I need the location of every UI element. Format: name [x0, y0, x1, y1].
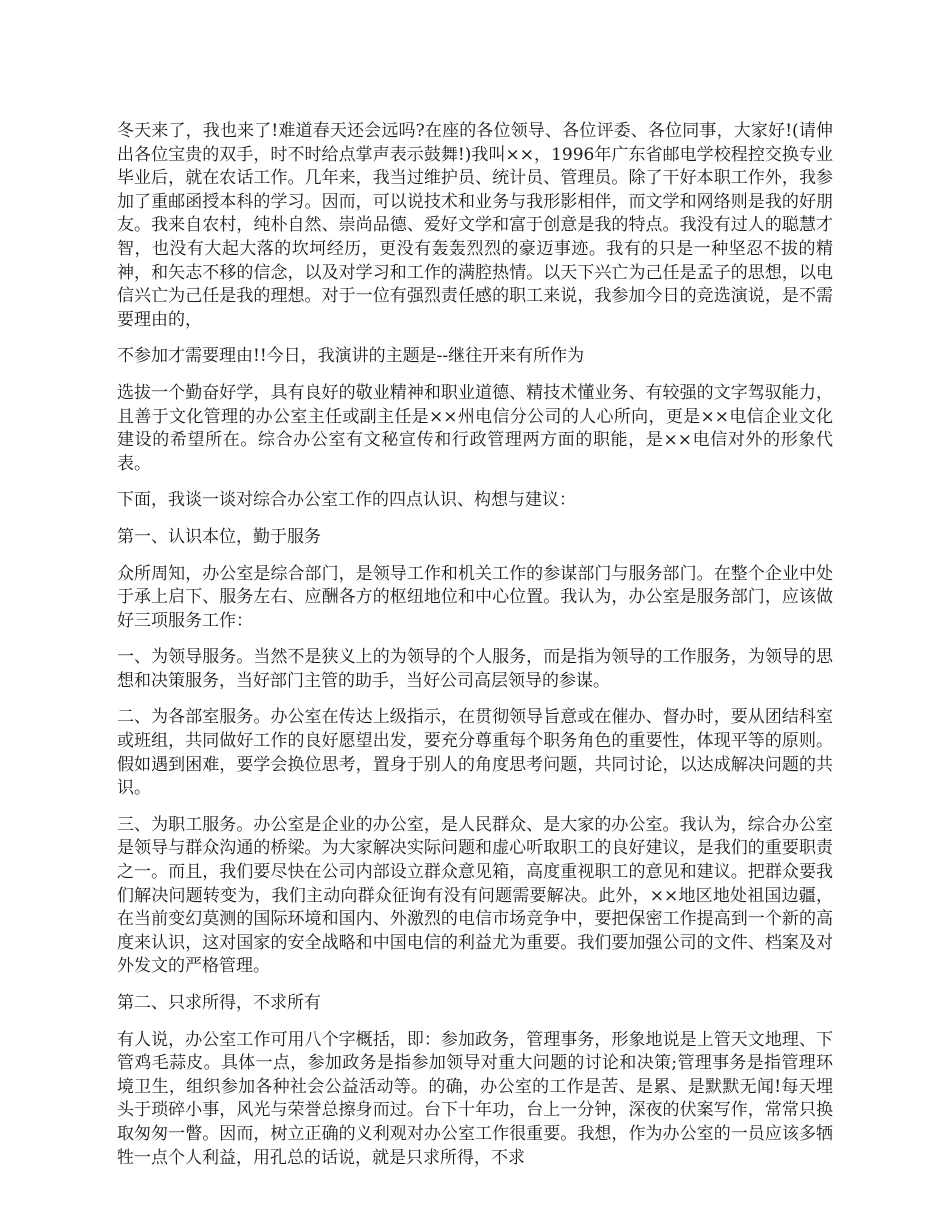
paragraph-serve-leaders: 一、为领导服务。当然不是狭义上的为领导的个人服务，而是指为领导的工作服务，为领导的思想和决策服务，当好部门主管的助手，当好公司高层领导的参谋。: [117, 647, 833, 691]
paragraph-serve-departments: 二、为各部室服务。办公室在传达上级指示，在贯彻领导旨意或在催办、督办时，要从团结科室或班组，共同做好工作的良好愿望出发，要充分尊重每个职务角色的重要性，体现平等的原则。假如遇到困难，要学会换位思考，置身于别人的角度思考问题，共同讨论，以达成解决问题的共识。: [117, 707, 833, 799]
paragraph-office-role: 众所周知，办公室是综合部门，是领导工作和机关工作的参谋部门与服务部门。在整个企业中处于承上启下、服务左右、应酬各方的枢纽地位和中心位置。我认为，办公室是服务部门，应该做好三项服务工作：: [117, 563, 833, 631]
paragraph-serve-staff: 三、为职工服务。办公室是企业的办公室，是人民群众、是大家的办公室。我认为，综合办公室是领导与群众沟通的桥梁。为大家解决实际问题和虚心听取职工的良好建议，是我们的重要职责之一。而且，我们要尽快在公司内部设立群众意见箱，高度重视职工的意见和建议。把群众要我们解决问题转变为，我们主动向群众征询有没有问题需要解决。此外，××地区地处祖国边疆，在当前变幻莫测的国际环境和国内、外激烈的电信市场竞争中，要把保密工作提高到一个新的高度来认识，这对国家的安全战略和中国电信的利益尤为重要。我们要加强公司的文件、档案及对外发文的严格管理。: [117, 814, 833, 977]
paragraph-selection: 选拔一个勤奋好学，具有良好的敬业精神和职业道德、精技术懂业务、有较强的文字驾驭能力，且善于文化管理的办公室主任或副主任是××州电信分公司的人心所向，更是××电信企业文化建设的希望所在。综合办公室有文秘宣传和行政管理两方面的职能，是××电信对外的形象代表。: [117, 382, 833, 474]
heading-second-point: 第二、只求所得，不求所有: [117, 993, 321, 1013]
heading-first-point: 第一、认识本位，勤于服务: [117, 526, 321, 547]
paragraph-intro-points: 下面，我谈一谈对综合办公室工作的四点认识、构想与建议：: [117, 490, 576, 511]
paragraph-theme: 不参加才需要理由!!今日，我演讲的主题是--继往开来有所作为: [117, 346, 585, 367]
document-body: [117, 120, 833, 1170]
paragraph-office-work: 有人说，办公室工作可用八个字概括，即：参加政务，管理事务，形象地说是上管天文地理、下管鸡毛蒜皮。具体一点，参加政务是指参加领导对重大问题的讨论和决策;管理事务是指管理环境卫生，组织参加各种社会公益活动等。的确，办公室的工作是苦、是累、是默默无闻!每天埋头于琐碎小事，风光与荣誉总擦身而过。台下十年功，台上一分钟，深夜的伏案写作，常常只换取匆匆一瞥。因而，树立正确的义利观对办公室工作很重要。我想，作为办公室的一员应该多牺牲一点个人利益，用孔总的话说，就是只求所得，不求: [117, 1029, 833, 1168]
paragraph-opening: 冬天来了，我也来了!难道春天还会远吗?在座的各位领导、各位评委、各位同事，大家好!(请伸出各位宝贵的双手，时不时给点掌声表示鼓舞!)我叫××，1996年广东省邮电学校程控交换专业毕业后，就在农话工作。几年来，我当过维护员、统计员、管理员。除了干好本职工作外，我参加了重邮函授本科的学习。因而，可以说技术和业务与我形影相伴，而文学和网络则是我的好朋友。我来自农村，纯朴自然、崇尚品德、爱好文学和富于创意是我的特点。我没有过人的聪慧才智，也没有大起大落的坎坷经历，更没有轰轰烈烈的豪迈事迹。我有的只是一种坚忍不拔的精神，和矢志不移的信念，以及对学习和工作的满腔热情。以天下兴亡为己任是孟子的思想，以电信兴亡为己任是我的理想。对于一位有强烈责任感的职工来说，我参加今日的竞选演说，是不需要理由的，: [117, 121, 833, 330]
